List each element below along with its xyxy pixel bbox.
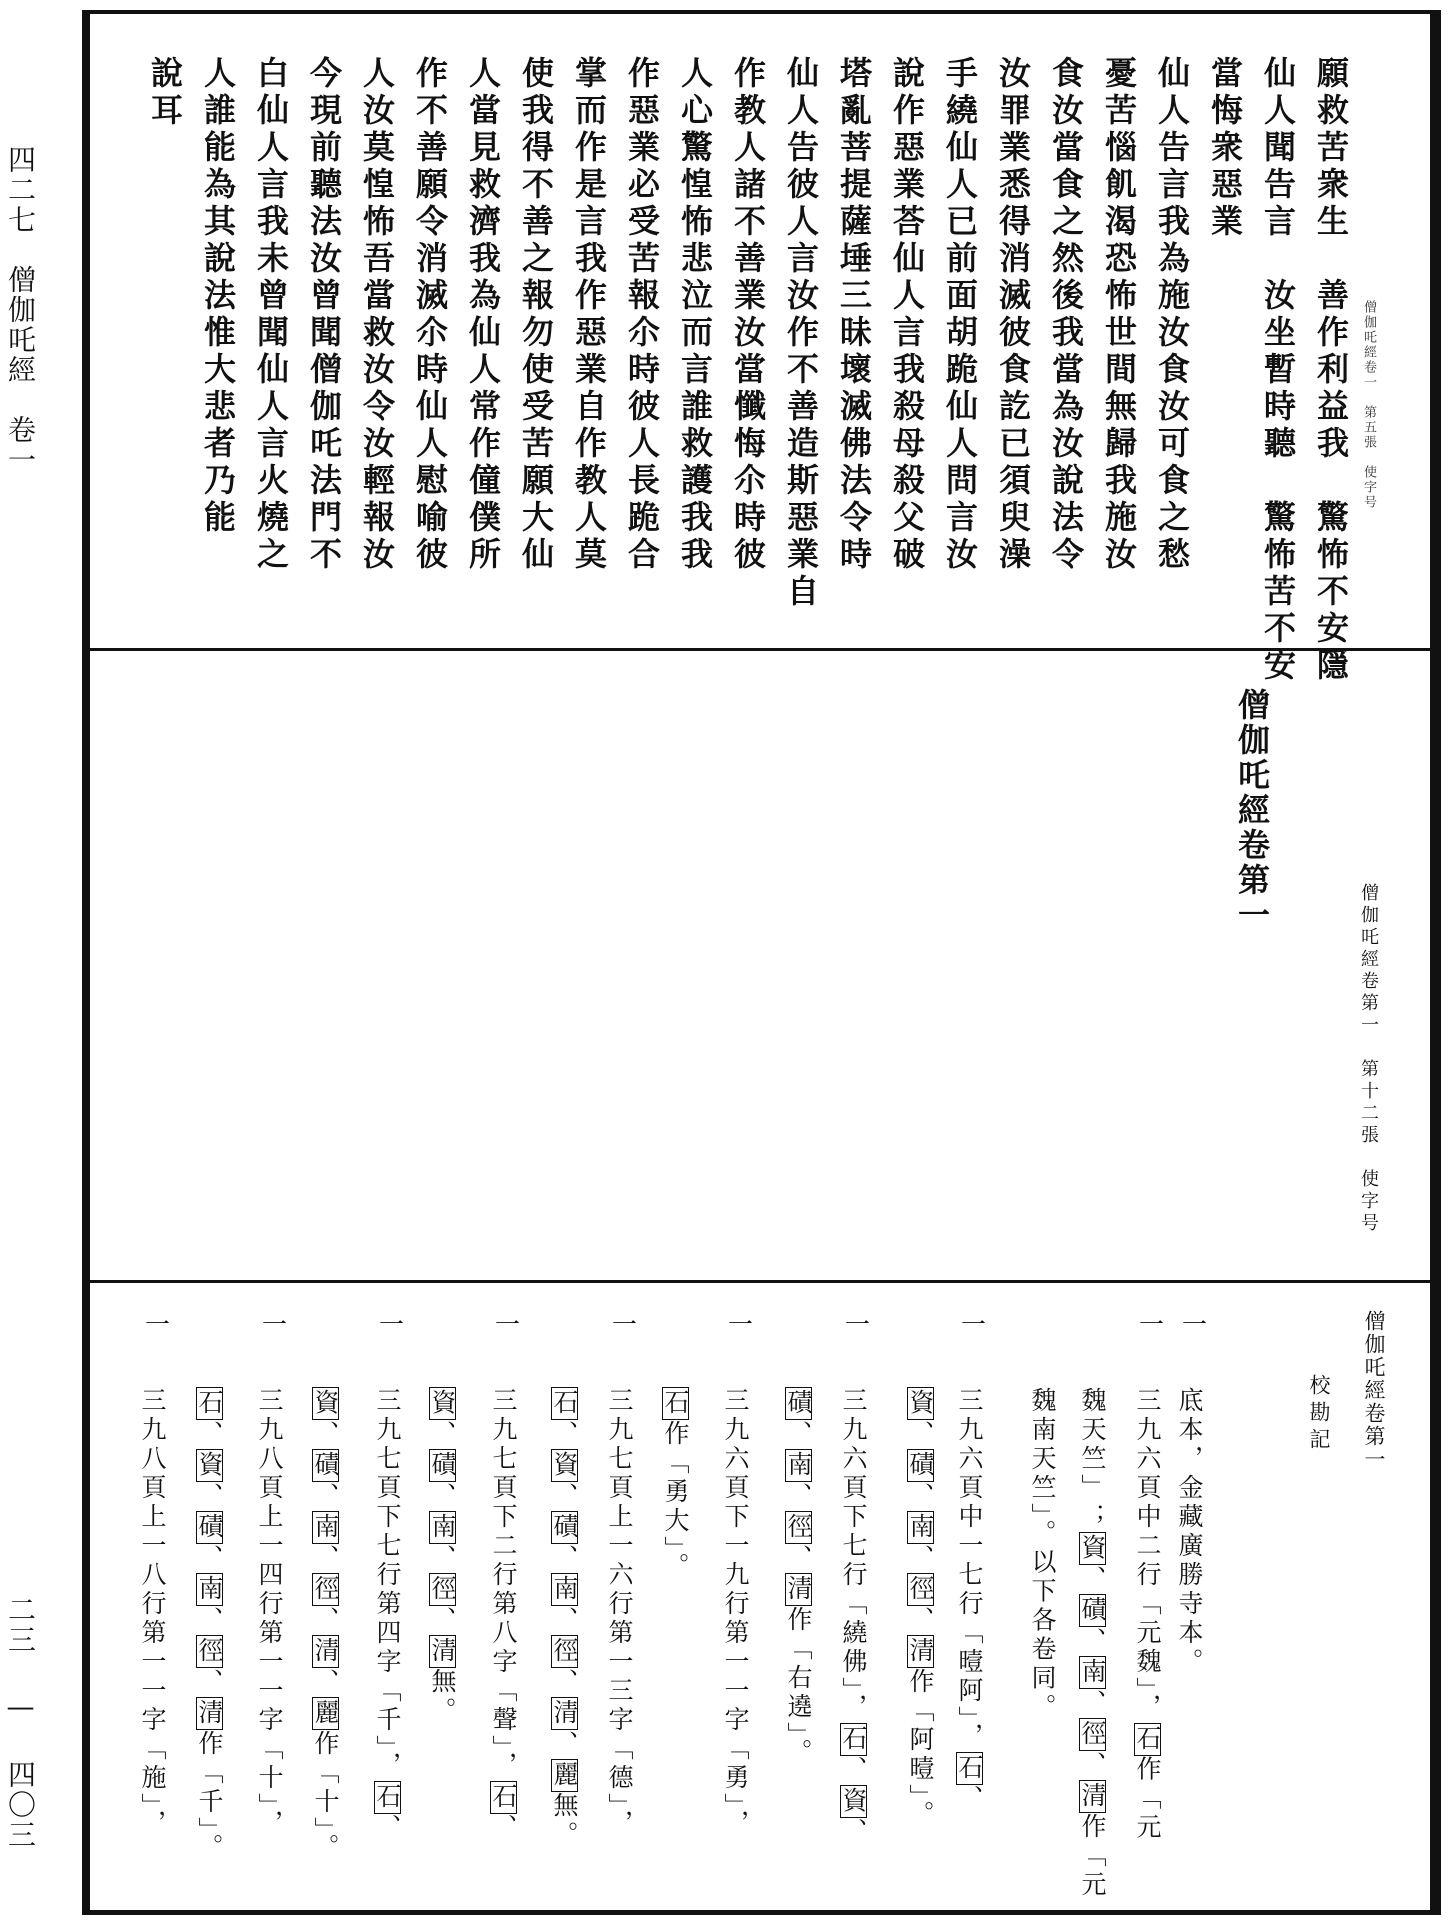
note-text: 無。 — [428, 1668, 457, 1726]
edition-siglum: 資 — [906, 1389, 935, 1418]
note-text: 、 — [1078, 1751, 1107, 1780]
edition-siglum: 磧 — [550, 1513, 579, 1542]
edition-siglum: 徑 — [784, 1513, 813, 1542]
edition-siglum: 清 — [1078, 1782, 1107, 1811]
note-text: 、 — [1078, 1689, 1107, 1718]
note-text: 、 — [195, 1668, 224, 1697]
note-text: 、 — [550, 1668, 579, 1697]
edition-siglum: 資 — [311, 1389, 340, 1418]
text-column: 掌而作是言我作惡業自作教人莫 — [570, 56, 608, 574]
note-text: 、 — [784, 1420, 813, 1449]
text-column: 人誰能為其說法惟大悲者乃能 — [199, 56, 237, 537]
note-text: 、 — [550, 1544, 579, 1573]
note-column — [374, 1387, 401, 1843]
note-text: 、 — [906, 1544, 935, 1573]
note-text: 、 — [784, 1482, 813, 1511]
edition-siglum: 石 — [661, 1389, 690, 1418]
note-text: 三九七頁下二行第八字「聲」， — [489, 1387, 518, 1781]
annotations-title: 僧伽吒經卷第一 — [1362, 1310, 1386, 1471]
note-text: 、 — [428, 1482, 457, 1511]
text-column: 使我得不善之報勿使受苦願大仙 — [517, 56, 555, 574]
edition-siglum: 清 — [550, 1699, 579, 1728]
note-column — [551, 1387, 578, 1850]
note-text: 、 — [195, 1606, 224, 1635]
note-text: 、 — [311, 1668, 340, 1697]
note-text: 三九六頁中一七行「曀阿」， — [955, 1387, 984, 1752]
block-page-note: 僧伽吒經卷一 第五張 使字号 — [1361, 300, 1376, 510]
text-column: 當悔衆惡業 — [1206, 56, 1244, 241]
edition-siglum: 南 — [1078, 1658, 1107, 1687]
note-text: 作「右遶」。 — [784, 1606, 813, 1768]
text-column: 願救苦衆生 善作利益我 驚怖不安隱 — [1312, 56, 1350, 685]
margin-page-number: 二三 — 四〇三 — [4, 1595, 37, 1850]
edition-siglum: 南 — [195, 1575, 224, 1604]
note-text: 作「十」。 — [311, 1730, 340, 1863]
note-text: 、 — [906, 1482, 935, 1511]
text-column: 人心驚惶怖悲泣而言誰救護我我 — [676, 56, 714, 574]
note-text: 無。 — [550, 1792, 579, 1850]
edition-siglum: 徑 — [428, 1575, 457, 1604]
note-text: 、 — [311, 1606, 340, 1635]
entry-marker: 一 — [612, 1310, 638, 1339]
note-text: 、 — [1078, 1565, 1107, 1594]
note-text: 、 — [784, 1544, 813, 1573]
note-text: 、 — [1078, 1627, 1107, 1656]
section-divider — [90, 1280, 1430, 1283]
edition-siglum: 麗 — [311, 1699, 340, 1728]
edition-siglum: 磧 — [906, 1451, 935, 1480]
text-column: 作教人諸不善業汝當懺悔尒時彼 — [729, 56, 767, 574]
note-column — [723, 1387, 748, 1839]
edition-siglum: 石 — [1133, 1724, 1162, 1754]
text-column: 人汝莫惶怖吾當救汝令汝輕報汝 — [358, 56, 396, 574]
note-column — [196, 1387, 223, 1863]
entry-marker: 一 — [262, 1310, 288, 1339]
text-column: 手繞仙人已前面胡跪仙人問言汝 — [941, 56, 979, 574]
note-column — [1134, 1387, 1161, 1843]
edition-siglum: 徑 — [195, 1637, 224, 1666]
note-column — [956, 1387, 983, 1814]
note-text: 底本，金藏廣勝寺本。 — [1175, 1387, 1204, 1677]
note-column — [312, 1387, 339, 1863]
text-column: 白仙人言我未曾聞仙人言火燒之 — [252, 56, 290, 574]
colophon-page-note: 僧伽吒經卷第一 第十二張 使字号 — [1358, 883, 1379, 1235]
note-column — [140, 1387, 165, 1839]
note-column — [907, 1387, 934, 1830]
note-text: 魏南天竺」。以下各卷同。 — [1028, 1387, 1057, 1723]
entry-marker: 一 — [845, 1310, 871, 1339]
text-column: 塔亂菩提薩埵三昧壞滅佛法令時 — [835, 56, 873, 574]
margin-volume-label: 四二七 僧伽吒經 卷一 — [4, 145, 37, 475]
edition-siglum: 清 — [195, 1699, 224, 1728]
annotations-heading: 校勘記 — [1307, 1374, 1331, 1455]
text-column: 仙人告言我為施汝食汝可食之愁 — [1153, 56, 1191, 574]
note-column — [785, 1387, 812, 1768]
edition-siglum: 麗 — [550, 1761, 579, 1790]
section-divider — [90, 648, 1430, 651]
note-text: 三九七頁下七行第四字「千」， — [373, 1387, 402, 1781]
text-column: 人當見救濟我為仙人常作僮僕所 — [464, 56, 502, 574]
note-text: 、 — [311, 1544, 340, 1573]
edition-siglum: 徑 — [311, 1575, 340, 1604]
note-text: 、 — [195, 1482, 224, 1511]
note-text: 、 — [550, 1420, 579, 1449]
edition-siglum: 南 — [311, 1513, 340, 1542]
edition-siglum: 清 — [784, 1575, 813, 1604]
edition-siglum: 南 — [550, 1575, 579, 1604]
note-text: 、 — [550, 1730, 579, 1759]
note-text: 、 — [550, 1606, 579, 1635]
note-text: 、 — [906, 1420, 935, 1449]
edition-siglum: 資 — [1078, 1534, 1107, 1563]
text-column: 作惡業必受苦報尒時彼人長跪合 — [623, 56, 661, 574]
edition-siglum: 資 — [839, 1786, 868, 1816]
text-column: 仙人告彼人言汝作不善造斯惡業自 — [782, 56, 820, 611]
entry-marker: 一 — [1139, 1310, 1165, 1339]
edition-siglum: 磧 — [1078, 1596, 1107, 1625]
note-column — [429, 1387, 456, 1726]
note-text: 三九六頁下七行「繞佛」， — [839, 1387, 868, 1723]
edition-siglum: 資 — [550, 1451, 579, 1480]
note-column — [662, 1387, 689, 1582]
entry-marker: 一 — [495, 1310, 521, 1339]
entry-marker: 一 — [379, 1310, 405, 1339]
edition-siglum: 石 — [955, 1753, 984, 1783]
note-text: 、 — [428, 1544, 457, 1573]
note-column — [1079, 1387, 1106, 1900]
entry-marker: 一 — [145, 1310, 171, 1339]
edition-siglum: 徑 — [906, 1575, 935, 1604]
edition-siglum: 石 — [550, 1389, 579, 1418]
entry-marker: 一 — [961, 1310, 987, 1339]
note-text: 三九六頁中二行「元魏」， — [1133, 1387, 1162, 1723]
note-text: 三九八頁上一四行第一一字「十」， — [255, 1387, 284, 1839]
entry-marker: 一 — [728, 1310, 754, 1339]
text-column: 憂苦惱飢渴恐怖世間無歸我施汝 — [1100, 56, 1138, 574]
note-text: 、 — [195, 1544, 224, 1573]
text-column: 食汝當食之然後我當為汝說法令 — [1047, 56, 1085, 574]
note-text: 、 — [906, 1606, 935, 1635]
note-text: 、 — [955, 1784, 984, 1814]
note-text: 、 — [428, 1606, 457, 1635]
entry-marker: 一 — [1182, 1310, 1208, 1339]
edition-siglum: 石 — [839, 1724, 868, 1754]
edition-siglum: 資 — [195, 1451, 224, 1480]
edition-siglum: 磧 — [784, 1389, 813, 1418]
note-column — [1030, 1387, 1055, 1723]
note-text: 、 — [839, 1817, 868, 1847]
note-text: 、 — [311, 1420, 340, 1449]
note-text: 作「千」。 — [195, 1730, 224, 1863]
note-text: 、 — [489, 1813, 518, 1843]
note-text: 、 — [311, 1482, 340, 1511]
edition-siglum: 磧 — [195, 1513, 224, 1542]
edition-siglum: 南 — [906, 1513, 935, 1542]
text-column: 汝罪業悉得消滅彼食訖已須臾澡 — [994, 56, 1032, 574]
note-text: 、 — [195, 1420, 224, 1449]
text-column: 今現前聽法汝曾聞僧伽吒法門不 — [305, 56, 343, 574]
note-text: 三九八頁上一八行第一一字「施」， — [138, 1387, 167, 1839]
edition-siglum: 磧 — [428, 1451, 457, 1480]
note-column — [607, 1387, 632, 1839]
note-text: 作「勇大」。 — [661, 1420, 690, 1582]
text-column: 說耳 — [146, 56, 184, 130]
edition-siglum: 清 — [428, 1637, 457, 1666]
colophon-title: 僧伽吒經卷第一 — [1233, 688, 1271, 933]
note-column — [257, 1387, 282, 1839]
note-text: 作「元 — [1078, 1813, 1107, 1900]
text-column: 說作惡業荅仙人言我殺母殺父破 — [888, 56, 926, 574]
note-text: 、 — [373, 1813, 402, 1843]
edition-siglum: 徑 — [1078, 1720, 1107, 1749]
edition-siglum: 磧 — [311, 1451, 340, 1480]
edition-siglum: 南 — [784, 1451, 813, 1480]
edition-siglum: 清 — [906, 1637, 935, 1666]
note-column — [490, 1387, 517, 1843]
edition-siglum: 徑 — [550, 1637, 579, 1666]
note-text: 三九七頁上一六行第一三字「德」， — [605, 1387, 634, 1839]
note-text: 三九六頁下一九行第一一字「勇」， — [721, 1387, 750, 1839]
note-text: 魏天竺」； — [1078, 1387, 1107, 1532]
edition-siglum: 石 — [373, 1782, 402, 1812]
edition-siglum: 資 — [428, 1389, 457, 1418]
text-column: 仙人聞告言 汝坐暫時聽 驚怖苦不安 — [1259, 56, 1297, 685]
edition-siglum: 南 — [428, 1513, 457, 1542]
note-text: 作「元 — [1133, 1755, 1162, 1843]
note-column — [840, 1387, 867, 1847]
note-text: 、 — [839, 1755, 868, 1785]
edition-siglum: 石 — [195, 1389, 224, 1418]
note-column — [1177, 1387, 1202, 1677]
edition-siglum: 清 — [311, 1637, 340, 1666]
text-column: 作不善願令消滅尒時仙人慰喻彼 — [411, 56, 449, 574]
note-text: 、 — [428, 1420, 457, 1449]
note-text: 作「阿曀」。 — [906, 1668, 935, 1830]
note-text: 、 — [550, 1482, 579, 1511]
edition-siglum: 石 — [489, 1782, 518, 1812]
